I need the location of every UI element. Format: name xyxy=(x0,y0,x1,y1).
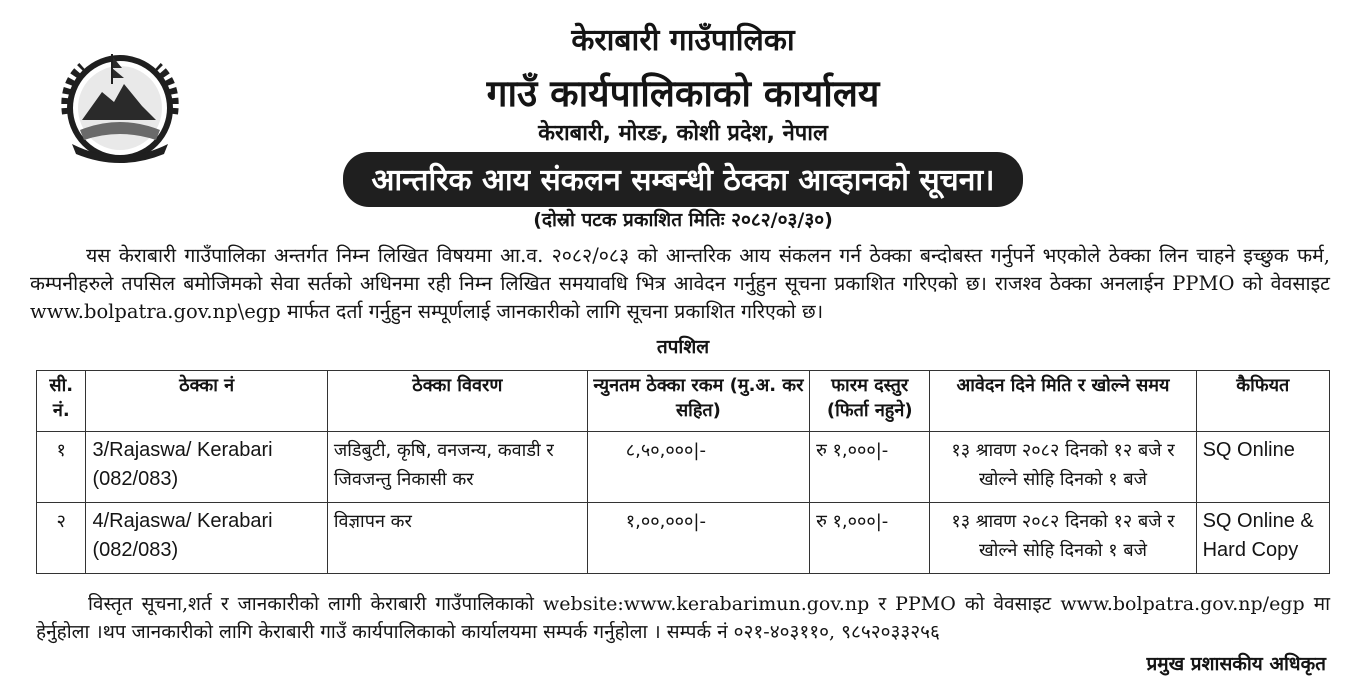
cell-sn: २ xyxy=(37,503,86,574)
table-row xyxy=(37,503,1330,574)
cell-contract-no: 4/Rajaswa/ Kerabari (082/083) xyxy=(86,503,327,574)
cell-form-fee: रु १,०००|- xyxy=(810,432,930,503)
cell-sn: १ xyxy=(37,432,86,503)
header-form-fee: फारम दस्तुर (फिर्ता नहुने) xyxy=(810,371,930,432)
cell-description: विज्ञापन कर xyxy=(327,503,587,574)
header-description: ठेक्का विवरण xyxy=(327,371,587,432)
cell-dates: १३ श्रावण २०८२ दिनको १२ बजे र खोल्ने सोहि दिनको १ बजे xyxy=(930,432,1196,503)
organization-name: केराबारी गाउँपालिका xyxy=(571,23,795,58)
header-remarks: कैफियत xyxy=(1196,371,1329,432)
cell-contract-no: 3/Rajaswa/ Kerabari (082/083) xyxy=(86,432,327,503)
header-contract-no: ठेक्का नं xyxy=(86,371,327,432)
publish-date: (दोस्रो पटक प्रकाशित मितिः २०८२/०३/३०) xyxy=(533,209,833,231)
notice-title-banner xyxy=(0,152,1366,207)
table-row xyxy=(37,432,1330,503)
contract-table xyxy=(36,370,1330,574)
notice-paragraph: यस केराबारी गाउँपालिका अन्तर्गत निम्न लिखित विषयमा आ.व. २०८२/०८३ को आन्तरिक आय संकलन गर्न ठेक्का बन्दोबस्त गर्नुपर्ने भएकोले ठेक्का लिन चाहने इच्छुक फर्म, कम्पनीहरुले तपसिल बमोजिमको सेवा सर्तको अधिनमा रही निम्न लिखित समयावधि भित्र आवेदन गर्नुहुन सूचना प्रकाशित गरिएको छ। राजश्व ठेक्का अनलाईन PPMO को वेवसाइट www.bolpatra.gov.np\egp मार्फत दर्ता गर्नुहुन सम्पूर्णलाई जानकारीको लागि सूचना प्रकाशित गरिएको छ। xyxy=(30,244,1330,323)
address: केराबारी, मोरङ, कोशी प्रदेश, नेपाल xyxy=(538,121,828,146)
cell-remarks: SQ Online xyxy=(1196,432,1329,503)
schedule-heading: तपशिल xyxy=(656,336,710,358)
notice-title: आन्तरिक आय संकलन सम्बन्धी ठेक्का आव्हानको सूचना। xyxy=(343,152,1022,207)
header-dates: आवेदन दिने मिति र खोल्ने समय xyxy=(930,371,1196,432)
cell-min-amount: ८,५०,०००|- xyxy=(587,432,809,503)
cell-form-fee: रु १,०००|- xyxy=(810,503,930,574)
table-header-row xyxy=(37,371,1330,432)
header-min-amount: न्युनतम ठेक्का रकम (मु.अ. कर सहित) xyxy=(587,371,809,432)
signature-title: प्रमुख प्रशासकीय अधिकृत xyxy=(1146,653,1326,675)
cell-dates: १३ श्रावण २०८२ दिनको १२ बजे र खोल्ने सोहि दिनको १ बजे xyxy=(930,503,1196,574)
cell-min-amount: १,००,०००|- xyxy=(587,503,809,574)
cell-description: जडिबुटी, कृषि, वनजन्य, कवाडी र जिवजन्तु निकासी कर xyxy=(327,432,587,503)
office-title: गाउँ कार्यपालिकाको कार्यालय xyxy=(486,72,880,115)
header-sn: सी. नं. xyxy=(37,371,86,432)
cell-remarks: SQ Online & Hard Copy xyxy=(1196,503,1329,574)
footer-text: विस्तृत सूचना,शर्त र जानकारीको लागी केराबारी गाउँपालिकाको website:www.kerabarimun.gov.np र PPMO को वेवसाइट www.bolpatra.gov.np/egp मा हेर्नुहोला ।थप जानकारीको लागि केराबारी गाउँ कार्यपालिकाको कार्यालयमा सम्पर्क गर्नुहोला । सम्पर्क नं ०२१-४०३११०, ९८५२०३३२५६ xyxy=(36,593,1330,643)
